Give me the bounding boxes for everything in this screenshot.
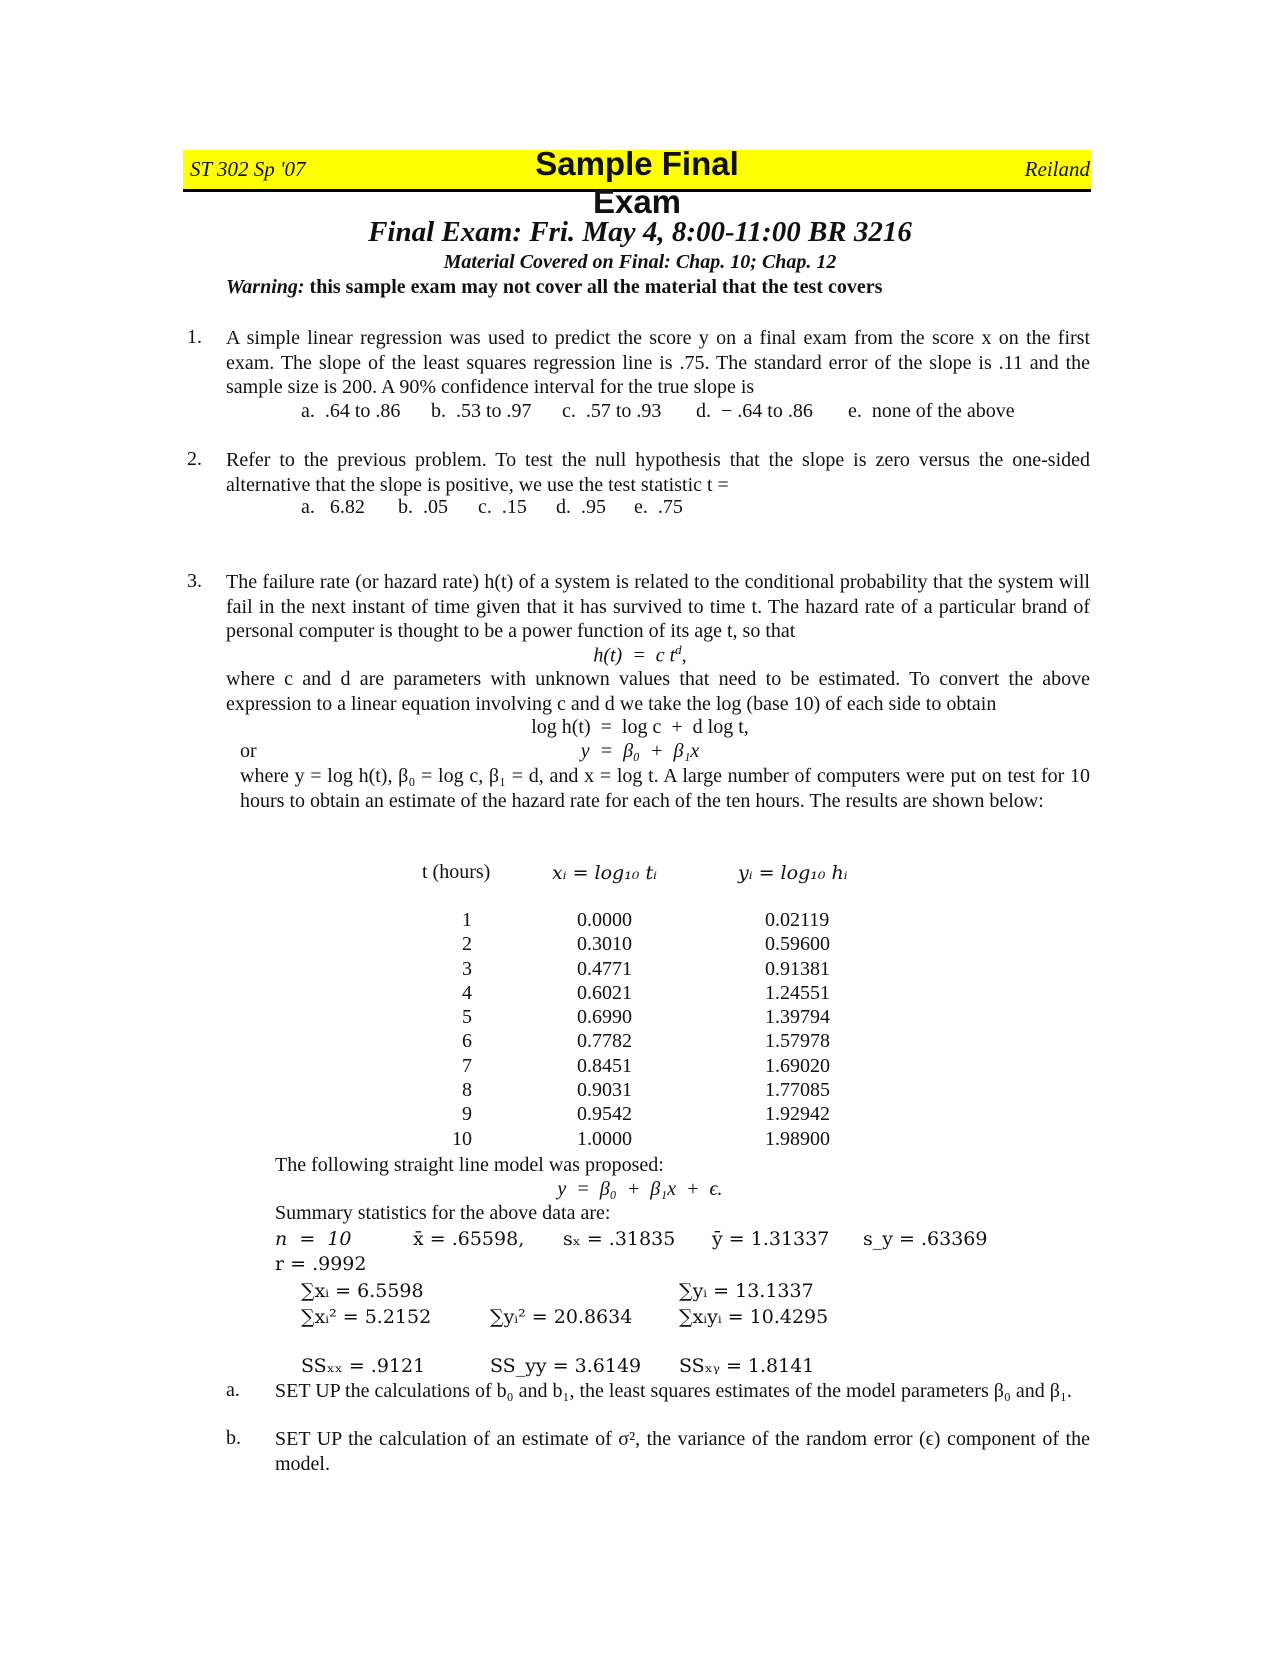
question-number: 2. — [187, 448, 202, 470]
course-label: ST 302 Sp '07 — [190, 157, 306, 181]
question-number: 1. — [187, 326, 202, 348]
stat-sx: sₓ = .31835 — [563, 1228, 676, 1250]
table-cell: 0.7782 — [577, 1030, 632, 1053]
or-label: or — [240, 740, 257, 762]
stat-r: r = .9992 — [275, 1253, 367, 1275]
stat-sum-y2: ∑yᵢ² = 20.8634 — [490, 1306, 633, 1328]
stat-sum-x: ∑xᵢ = 6.5598 — [301, 1280, 424, 1302]
equation-log: log h(t) = log c + d log t, — [531, 716, 749, 738]
choice-a: a. 6.82 — [301, 496, 365, 518]
part-label: a. — [226, 1379, 240, 1401]
table-cell: 2 — [462, 933, 472, 956]
part-text: SET UP the calculation of an estimate of σ², the variance of the random error (ϵ) component of the model. — [275, 1428, 1090, 1475]
table-cell: 5 — [462, 1006, 472, 1029]
part-label: b. — [226, 1427, 241, 1449]
table-cell: 10 — [452, 1127, 472, 1150]
stat-sum-xy: ∑xᵢyᵢ = 10.4295 — [679, 1306, 829, 1328]
warning-label: Warning: — [226, 276, 305, 298]
table-cell: 0.91381 — [765, 957, 830, 980]
table-cell: 0.02119 — [765, 909, 830, 931]
table-cell: 0.6021 — [577, 981, 632, 1004]
table-column-x — [577, 908, 632, 1151]
question-where-text: where y = log h(t), β₀ = log c, β₁ = d, and x = log t. A large number of computers were put on test for 10 hours to obtain an estimate of the hazard rate for each of the ten hours. The results are shown below: — [240, 765, 1090, 812]
table-cell: 1.0000 — [577, 1127, 632, 1150]
table-cell: 1.24551 — [765, 981, 830, 1004]
stat-ssxx: SSₓₓ = .9121 — [301, 1355, 426, 1377]
choice-d: d. .95 — [556, 496, 606, 518]
material-covered: Material Covered on Final: Chap. 10; Chap. 12 — [443, 251, 837, 273]
table-cell: 0.4771 — [577, 957, 632, 980]
table-cell: 0.9031 — [577, 1079, 632, 1102]
stat-ybar: ȳ = 1.31337 — [712, 1228, 830, 1250]
instructor-name: Reiland — [1024, 157, 1090, 181]
table-cell: 0.59600 — [765, 933, 830, 956]
table-header-y: yᵢ = log₁₀ hᵢ — [738, 862, 848, 884]
choice-a: a. .64 to .86 — [301, 400, 401, 422]
table-column-y — [765, 908, 830, 1151]
table-cell: 1.69020 — [765, 1054, 830, 1077]
equation-power-tail: , — [681, 644, 687, 667]
table-cell: 3 — [462, 957, 472, 980]
table-cell: 4 — [462, 981, 472, 1004]
question-text: Refer to the previous problem. To test the null hypothesis that the slope is zero versus the one-sided alternative that the slope is positive, we use the test statistic t = — [226, 449, 1090, 496]
equation-power — [0, 642, 1280, 668]
question-mid-text: where c and d are parameters with unknown values that need to be estimated. To convert the above expression to a linear equation involving c and d we take the log (base 10) of each side to obtain — [226, 668, 1090, 715]
table-cell: 8 — [462, 1079, 472, 1102]
table-cell: 1.92942 — [765, 1103, 830, 1126]
stat-ssyy: SS_yy = 3.6149 — [490, 1355, 642, 1377]
equation-power-body: h(t) = c t — [593, 644, 676, 667]
table-cell: 0.8451 — [577, 1054, 632, 1077]
choice-d: d. − .64 to .86 — [696, 400, 813, 422]
choice-e: e. none of the above — [848, 400, 1015, 422]
table-cell: 1.98900 — [765, 1127, 830, 1150]
model-equation: y = β₀ + β₁x + ϵ. — [557, 1178, 723, 1200]
choice-b: b. .05 — [398, 496, 448, 518]
table-cell: 6 — [462, 1030, 472, 1053]
stat-n: n = 10 — [275, 1228, 352, 1250]
stat-ssxy: SSₓᵧ = 1.8141 — [679, 1355, 815, 1377]
choice-e: e. .75 — [634, 496, 683, 518]
equation-linear: y = β₀ + β₁x — [580, 740, 700, 762]
header-title: Sample Final Exam — [535, 145, 739, 220]
stat-sum-y: ∑yᵢ = 13.1337 — [679, 1280, 814, 1302]
table-cell: 9 — [462, 1103, 472, 1126]
choice-c: c. .57 to .93 — [562, 400, 662, 422]
table-cell: 1.77085 — [765, 1079, 830, 1102]
choice-c: c. .15 — [478, 496, 527, 518]
table-header-x: xᵢ = log₁₀ tᵢ — [552, 862, 657, 884]
table-header-t: t (hours) — [422, 861, 491, 883]
warning-text: this sample exam may not cover all the material that the test covers — [309, 276, 883, 298]
table-cell: 0.3010 — [577, 933, 632, 956]
stat-sum-x2: ∑xᵢ² = 5.2152 — [301, 1306, 432, 1328]
table-cell: 1.39794 — [765, 1006, 830, 1029]
question-intro: The failure rate (or hazard rate) h(t) of a system is related to the conditional probability that the system will fail in the next instant of time given that it has survived to time t. The hazard rate of a particular brand of personal computer is thought to be a power function of its age t, so that — [226, 571, 1090, 642]
table-cell: 1.57978 — [765, 1030, 830, 1053]
table-cell: 0.6990 — [577, 1006, 632, 1029]
choice-b: b. .53 to .97 — [431, 400, 532, 422]
table-cell: 1 — [462, 909, 472, 931]
table-cell: 0.0000 — [577, 909, 632, 931]
exam-title: Final Exam: Fri. May 4, 8:00-11:00 BR 3216 — [368, 216, 912, 248]
table-cell: 0.9542 — [577, 1103, 632, 1126]
table-column-t — [420, 908, 472, 1151]
stat-xbar: x̄ = .65598, — [413, 1228, 525, 1250]
warning-note — [226, 276, 882, 299]
summary-text: Summary statistics for the above data are: — [275, 1202, 611, 1224]
question-number: 3. — [187, 570, 202, 592]
table-cell: 7 — [462, 1054, 472, 1077]
equation-power-exponent: d — [675, 642, 682, 657]
part-text: SET UP the calculations of b₀ and b₁, the least squares estimates of the model parameters β₀ and β₁. — [275, 1380, 1072, 1402]
stat-sy: s_y = .63369 — [863, 1228, 988, 1250]
question-text: A simple linear regression was used to predict the score y on a final exam from the score x on the first exam. The slope of the least squares regression line is .75. The standard error of the slope is .11 and the sample size is 200. A 90% confidence interval for the true slope is — [226, 327, 1090, 398]
model-text: The following straight line model was proposed: — [275, 1154, 664, 1176]
